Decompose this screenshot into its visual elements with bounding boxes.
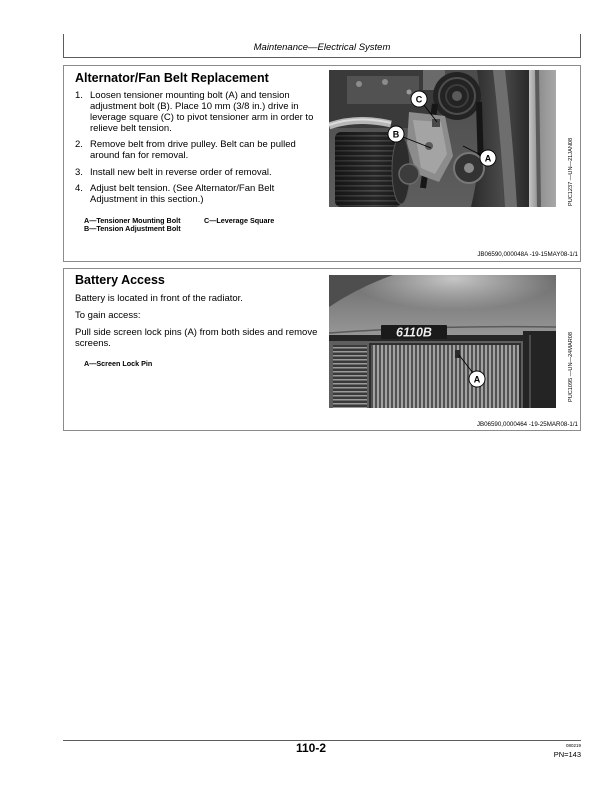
callout-label: A — [484, 153, 492, 164]
running-header: Maintenance—Electrical System — [253, 41, 391, 53]
step-text: Install new belt in reverse order of removal. — [90, 166, 272, 178]
body-paragraph: Pull side screen lock pins (A) from both sides and remove screens. — [75, 326, 318, 349]
screen-lock-pin — [455, 350, 460, 358]
legend-item: B—Tension Adjustment Bolt — [84, 224, 181, 233]
step-number: 2. — [75, 139, 83, 150]
alternator — [335, 132, 419, 207]
step-item — [75, 183, 319, 205]
callout-label: C — [415, 94, 423, 105]
section-body — [75, 293, 325, 355]
figure-id: PUC1095 —UN—24MAR08 — [568, 332, 574, 402]
right-side-panel — [523, 331, 556, 408]
procedure-steps — [75, 90, 319, 211]
page-number: 110-2 — [296, 741, 327, 755]
step-item — [75, 139, 319, 161]
step-text: Loosen tensioner mounting bolt (A) and tension adjustment bolt (B). Place 10 mm (3/8 in.) drive in leverage square (C) to pivot tensioner arm in order to relieve belt tension. — [90, 89, 314, 134]
body-paragraph: Battery is located in front of the radiator. — [75, 292, 243, 304]
document-reference: JB06590,000048A -19-15MAY08-1/1 — [477, 250, 578, 258]
legend-item: A—Tensioner Mounting Bolt — [84, 216, 181, 225]
body-paragraph: To gain access: — [75, 309, 141, 321]
drive-pulley — [433, 72, 481, 120]
step-item — [75, 90, 319, 134]
step-text: Adjust belt tension. (See Alternator/Fan Belt Adjustment in this section.) — [90, 183, 275, 205]
callout-label: A — [473, 374, 481, 385]
date-code: 080219 — [565, 742, 581, 748]
legend-item: C—Leverage Square — [204, 216, 275, 225]
step-number: 4. — [75, 183, 83, 194]
section-title: Alternator/Fan Belt Replacement — [75, 71, 269, 85]
section-title: Battery Access — [75, 273, 165, 287]
document-reference: JB06590,0000464 -19-25MAR08-1/1 — [476, 420, 578, 428]
model-badge — [381, 325, 447, 340]
tractor-grille-photo — [329, 275, 556, 408]
figure-legend — [84, 217, 324, 233]
legend-item: A—Screen Lock Pin — [84, 359, 153, 368]
step-item — [75, 167, 319, 178]
step-number: 3. — [75, 166, 83, 178]
grille — [329, 335, 527, 408]
pn-number: PN=143 — [553, 750, 581, 759]
step-text: Remove belt from drive pulley. Belt can be pulled around fan for removal. — [90, 139, 296, 161]
figure-id: PUC1237 —UN—21JAN08 — [568, 137, 574, 206]
alternator-belt-photo — [329, 70, 556, 207]
callout-label: B — [392, 129, 400, 140]
badge-text: 6110B — [396, 325, 432, 340]
figure-legend — [84, 360, 204, 376]
tensioner-pulley — [454, 153, 484, 183]
header-bottom-rule — [63, 57, 581, 58]
fan-shroud — [471, 70, 556, 207]
step-number: 1. — [75, 89, 83, 101]
